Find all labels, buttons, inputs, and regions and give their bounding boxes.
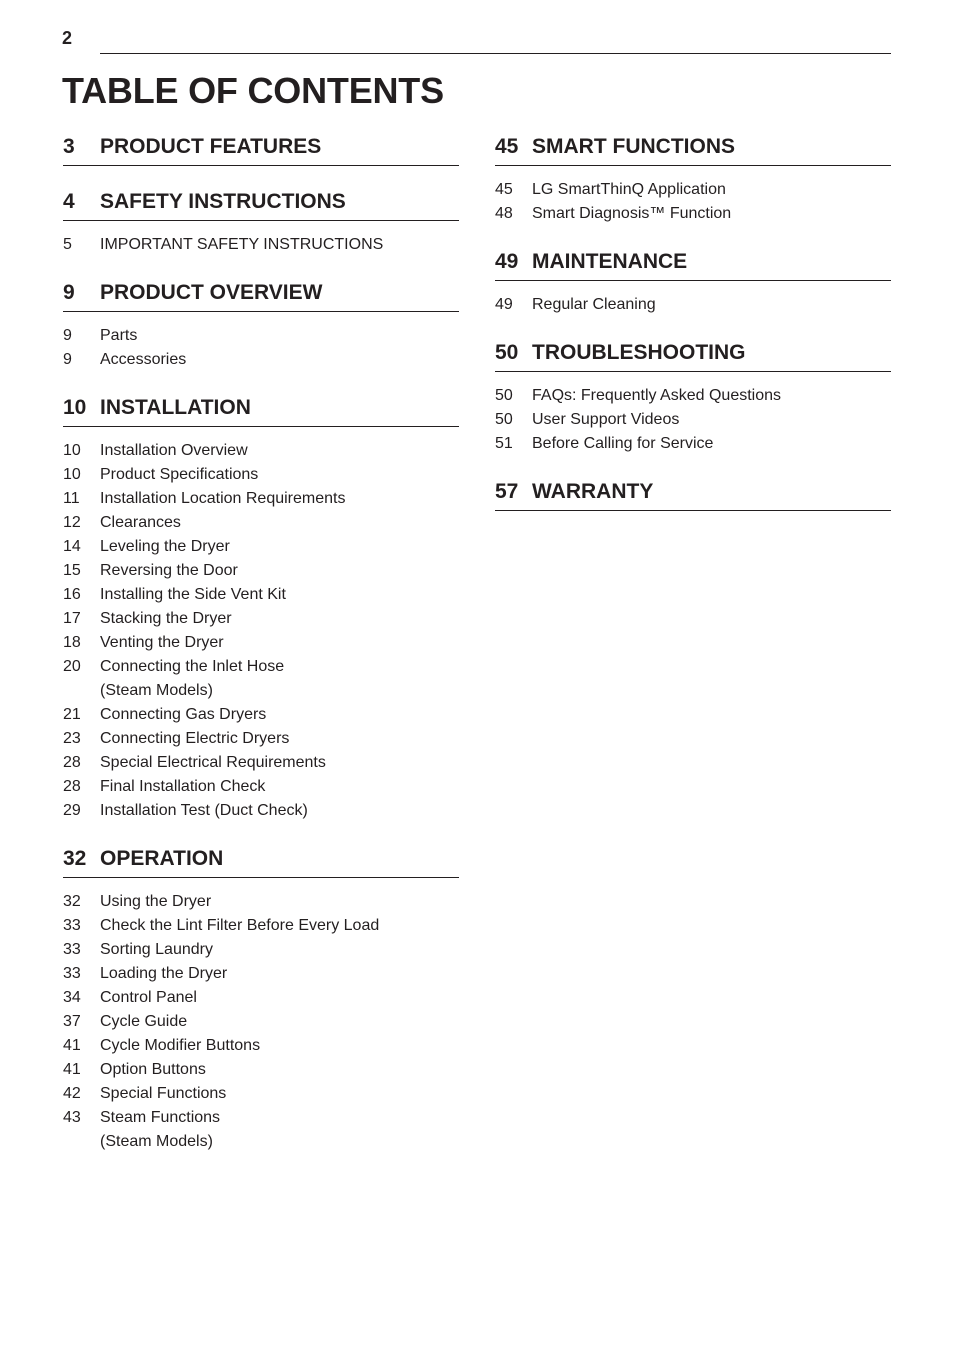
section-item-list (63, 233, 459, 257)
entry-title: Connecting Electric Dryers (100, 730, 290, 747)
section-page-number: 50 (495, 341, 519, 364)
entry-page-number: 10 (63, 442, 81, 459)
entry-page-number: 10 (63, 466, 81, 483)
toc-entry[interactable] (63, 1082, 459, 1106)
toc-section (63, 396, 459, 823)
entry-page-number: 42 (63, 1085, 81, 1102)
section-title: PRODUCT FEATURES (100, 135, 322, 158)
section-title: OPERATION (100, 847, 224, 870)
entry-title: Clearances (100, 514, 181, 531)
section-title: TROUBLESHOOTING (532, 341, 746, 364)
section-heading[interactable] (495, 341, 891, 372)
entry-title: FAQs: Frequently Asked Questions (532, 387, 782, 404)
entry-title: Check the Lint Filter Before Every Load (100, 917, 380, 934)
toc-entry[interactable] (63, 559, 459, 583)
entry-page-number: 34 (63, 989, 81, 1006)
entry-page-number: 45 (495, 181, 513, 198)
entry-title: Final Installation Check (100, 778, 266, 795)
entry-title: Stacking the Dryer (100, 610, 232, 627)
entry-title: Accessories (100, 351, 187, 368)
entry-page-number: 12 (63, 514, 81, 531)
toc-entry[interactable] (63, 439, 459, 463)
entry-page-number: 28 (63, 754, 81, 771)
entry-page-number: 48 (495, 205, 513, 222)
toc-section (495, 135, 891, 226)
entry-title: Sorting Laundry (100, 941, 213, 958)
entry-title: Option Buttons (100, 1061, 206, 1078)
section-title: INSTALLATION (100, 396, 251, 419)
toc-section (495, 480, 891, 511)
toc-entry[interactable] (63, 1010, 459, 1034)
entry-title: Leveling the Dryer (100, 538, 230, 555)
entry-title: Cycle Guide (100, 1013, 188, 1030)
toc-entry[interactable] (63, 1034, 459, 1058)
entry-page-number: 33 (63, 941, 81, 958)
entry-title: Product Specifications (100, 466, 259, 483)
entry-page-number: 41 (63, 1037, 81, 1054)
toc-entry[interactable] (63, 986, 459, 1010)
entry-title: Installation Overview (100, 442, 248, 459)
toc-entry[interactable] (63, 463, 459, 487)
section-heading[interactable] (495, 250, 891, 281)
entry-page-number: 41 (63, 1061, 81, 1078)
entry-title: Installation Location Requirements (100, 490, 346, 507)
entry-page-number: 50 (495, 387, 513, 404)
entry-title-continuation: (Steam Models) (100, 682, 213, 699)
entry-title: IMPORTANT SAFETY INSTRUCTIONS (100, 236, 384, 253)
entry-page-number: 43 (63, 1109, 81, 1126)
entry-page-number: 33 (63, 917, 81, 934)
toc-section (63, 135, 459, 166)
entry-page-number: 21 (63, 706, 81, 723)
entry-title: Venting the Dryer (100, 634, 224, 651)
entry-page-number: 9 (63, 351, 72, 368)
entry-page-number: 33 (63, 965, 81, 982)
toc-entry[interactable] (495, 408, 891, 432)
entry-title: Regular Cleaning (532, 296, 656, 313)
toc-entry[interactable] (495, 178, 891, 202)
toc-entry[interactable] (495, 293, 891, 317)
toc-entry[interactable] (63, 348, 459, 372)
toc-entry[interactable] (63, 703, 459, 727)
toc-entry[interactable] (63, 655, 459, 679)
toc-section (495, 250, 891, 317)
section-title: WARRANTY (532, 480, 654, 503)
entry-title: Parts (100, 327, 138, 344)
entry-title: Installing the Side Vent Kit (100, 586, 286, 603)
entry-title: Special Functions (100, 1085, 227, 1102)
section-page-number: 32 (63, 847, 87, 870)
entry-page-number: 5 (63, 236, 72, 253)
entry-page-number: 29 (63, 802, 81, 819)
entry-page-number: 37 (63, 1013, 81, 1030)
toc-entry[interactable] (63, 1106, 459, 1130)
header-rule (100, 53, 891, 54)
toc-entry[interactable] (63, 631, 459, 655)
toc-section (63, 281, 459, 372)
entry-page-number: 23 (63, 730, 81, 747)
toc-entry[interactable] (63, 751, 459, 775)
section-page-number: 9 (63, 281, 75, 304)
toc-entry[interactable] (495, 202, 891, 226)
toc-entry[interactable] (63, 962, 459, 986)
section-item-list (495, 178, 891, 226)
entry-page-number: 49 (495, 296, 513, 313)
entry-page-number: 9 (63, 327, 72, 344)
toc-section (63, 847, 459, 1154)
section-item-list (495, 384, 891, 456)
toc-section (63, 190, 459, 257)
toc-entry[interactable] (63, 727, 459, 751)
section-item-list (63, 890, 459, 1154)
toc-entry[interactable] (63, 938, 459, 962)
entry-title: Reversing the Door (100, 562, 238, 579)
section-title: MAINTENANCE (532, 250, 688, 273)
toc-entry[interactable] (63, 799, 459, 823)
entry-title: Before Calling for Service (532, 435, 714, 452)
section-item-list (63, 439, 459, 823)
page-title: TABLE OF CONTENTS (62, 70, 444, 111)
entry-page-number: 51 (495, 435, 513, 452)
section-heading[interactable] (63, 281, 459, 312)
section-title: SMART FUNCTIONS (532, 135, 735, 158)
toc-entry[interactable] (63, 1058, 459, 1082)
toc-section (495, 341, 891, 456)
entry-title: Loading the Dryer (100, 965, 228, 982)
page-number: 2 (62, 28, 73, 48)
section-item-list (495, 293, 891, 317)
entry-title: Control Panel (100, 989, 197, 1006)
entry-page-number: 32 (63, 893, 81, 910)
entry-title: Connecting Gas Dryers (100, 706, 267, 723)
entry-title: LG SmartThinQ Application (532, 181, 726, 198)
section-title: PRODUCT OVERVIEW (100, 281, 323, 304)
entry-title-continuation: (Steam Models) (100, 1133, 213, 1150)
section-heading[interactable] (63, 396, 459, 427)
section-item-list (63, 324, 459, 372)
entry-page-number: 17 (63, 610, 81, 627)
toc-entry[interactable] (63, 914, 459, 938)
entry-page-number: 14 (63, 538, 81, 555)
section-page-number: 10 (63, 396, 87, 419)
section-heading[interactable] (63, 135, 459, 166)
entry-title: Smart Diagnosis™ Function (532, 205, 732, 222)
entry-page-number: 20 (63, 658, 81, 675)
section-heading[interactable] (63, 190, 459, 221)
toc-entry[interactable] (63, 775, 459, 799)
entry-page-number: 18 (63, 634, 81, 651)
toc-entry[interactable] (495, 432, 891, 456)
toc-entry[interactable] (63, 583, 459, 607)
toc-entry[interactable] (63, 890, 459, 914)
toc-entry[interactable] (63, 607, 459, 631)
entry-page-number: 50 (495, 411, 513, 428)
entry-title: Cycle Modifier Buttons (100, 1037, 261, 1054)
toc-entry[interactable] (63, 511, 459, 535)
entry-title: Special Electrical Requirements (100, 754, 326, 771)
toc-entry[interactable] (63, 487, 459, 511)
entry-title: User Support Videos (532, 411, 680, 428)
entry-title: Steam Functions (100, 1109, 221, 1126)
toc-entry[interactable] (63, 535, 459, 559)
toc-entry[interactable] (63, 324, 459, 348)
section-heading[interactable] (63, 847, 459, 878)
entry-page-number: 28 (63, 778, 81, 795)
section-page-number: 4 (63, 190, 75, 213)
section-heading[interactable] (495, 135, 891, 166)
toc-entry[interactable] (63, 233, 459, 257)
section-page-number: 3 (63, 135, 75, 158)
section-page-number: 45 (495, 135, 519, 158)
section-heading[interactable] (495, 480, 891, 511)
entry-title: Connecting the Inlet Hose (100, 658, 285, 675)
section-page-number: 57 (495, 480, 519, 503)
entry-page-number: 11 (63, 490, 80, 507)
entry-page-number: 15 (63, 562, 81, 579)
section-title: SAFETY INSTRUCTIONS (100, 190, 346, 213)
entry-page-number: 16 (63, 586, 81, 603)
toc-entry[interactable] (495, 384, 891, 408)
entry-title: Installation Test (Duct Check) (100, 802, 308, 819)
toc-column-right (495, 135, 891, 535)
section-page-number: 49 (495, 250, 519, 273)
toc-column-left (63, 135, 459, 1178)
entry-title: Using the Dryer (100, 893, 212, 910)
